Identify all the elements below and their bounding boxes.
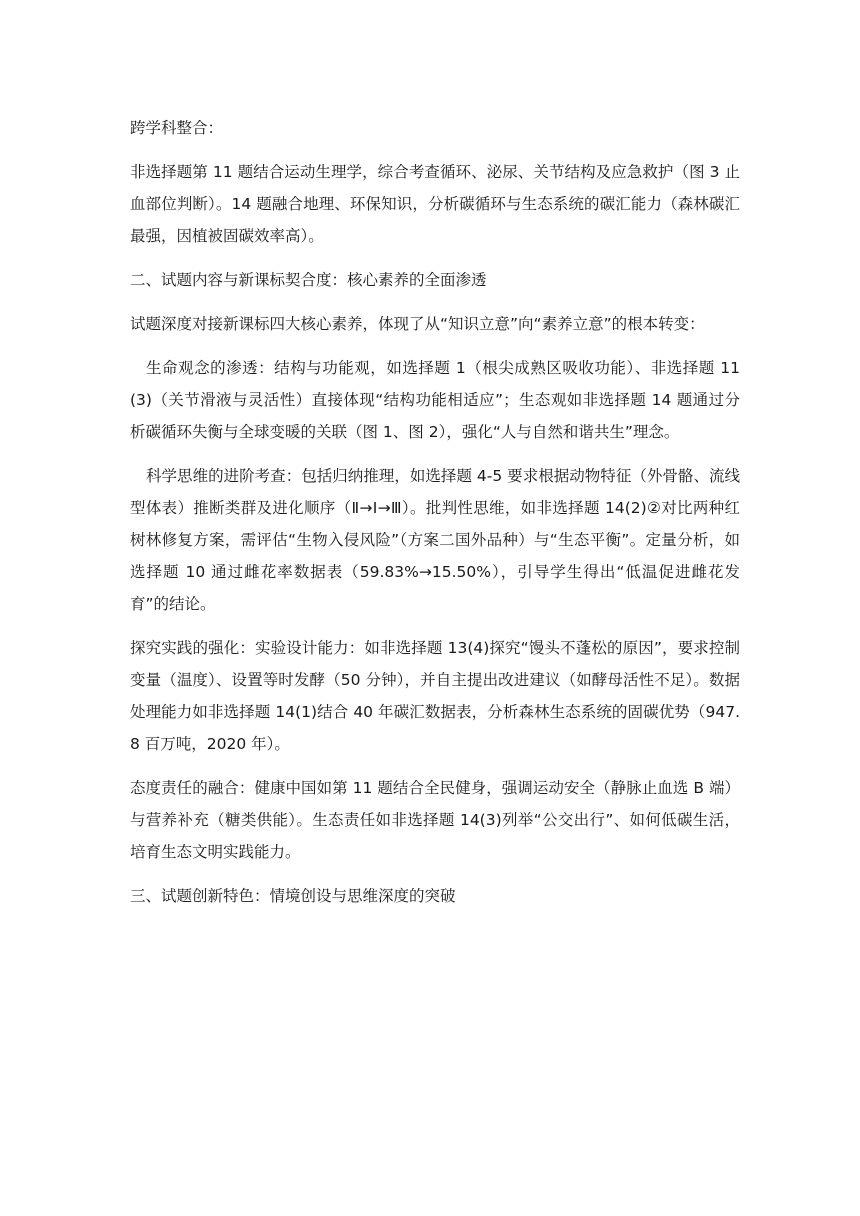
section-heading-2: 二、试题内容与新课标契合度：核心素养的全面渗透 [130,271,487,289]
section-heading-3: 三、试题创新特色：情境创设与思维深度的突破 [130,887,456,905]
paragraph-cross-discipline-heading: 跨学科整合： [130,119,224,137]
paragraph-inquiry-practice: 探究实践的强化：实验设计能力：如非选择题 13(4)探究“馒头不蓬松的原因”，要求控制变量（温度）、设置等时发酵（50 分钟），并自主提出改进建议（如酵母活性不足）。数据处理能力如非选择题 14(1)结合 40 年碳汇数据表，分析森林生态系统的固碳优势（947.8 百万吨，2020 年）。 [130,639,740,753]
paragraph-scientific-thinking: 科学思维的进阶考查：包括归纳推理，如选择题 4-5 要求根据动物特征（外骨骼、流线型体表）推断类群及进化顺序（Ⅱ→Ⅰ→Ⅲ）。批判性思维，如非选择题 14(2)②对比两种红树林修复方案，需评估“生物入侵风险”（方案二国外品种）与“生态平衡”。定量分析，如选择题 10 通过雌花率数据表（59.83%→15.50%），引导学生得出“低温促进雌花发育”的结论。 [130,467,740,613]
paragraph-core-literacy-intro: 试题深度对接新课标四大核心素养，体现了从“知识立意”向“素养立意”的根本转变： [130,315,705,333]
paragraph-attitude-responsibility: 态度责任的融合：健康中国如第 11 题结合全民健身，强调运动安全（静脉止血选 B 端）与营养补充（糖类供能）。生态责任如非选择题 14(3)列举“公交出行”、如何低碳生活，培育生态文明实践能力。 [130,779,740,861]
paragraph-life-concept: 生命观念的渗透：结构与功能观，如选择题 1（根尖成熟区吸收功能）、非选择题 11(3)（关节滑液与灵活性）直接体现“结构功能相适应”；生态观如非选择题 14 题通过分析碳循环失衡与全球变暖的关联（图 1、图 2），强化“人与自然和谐共生”理念。 [130,359,740,441]
paragraph-cross-discipline-body: 非选择题第 11 题结合运动生理学，综合考查循环、泌尿、关节结构及应急救护（图 3 止血部位判断）。14 题融合地理、环保知识，分析碳循环与生态系统的碳汇能力（森林碳汇最强，因植被固碳效率高）。 [130,163,740,245]
document-body [130,112,740,924]
